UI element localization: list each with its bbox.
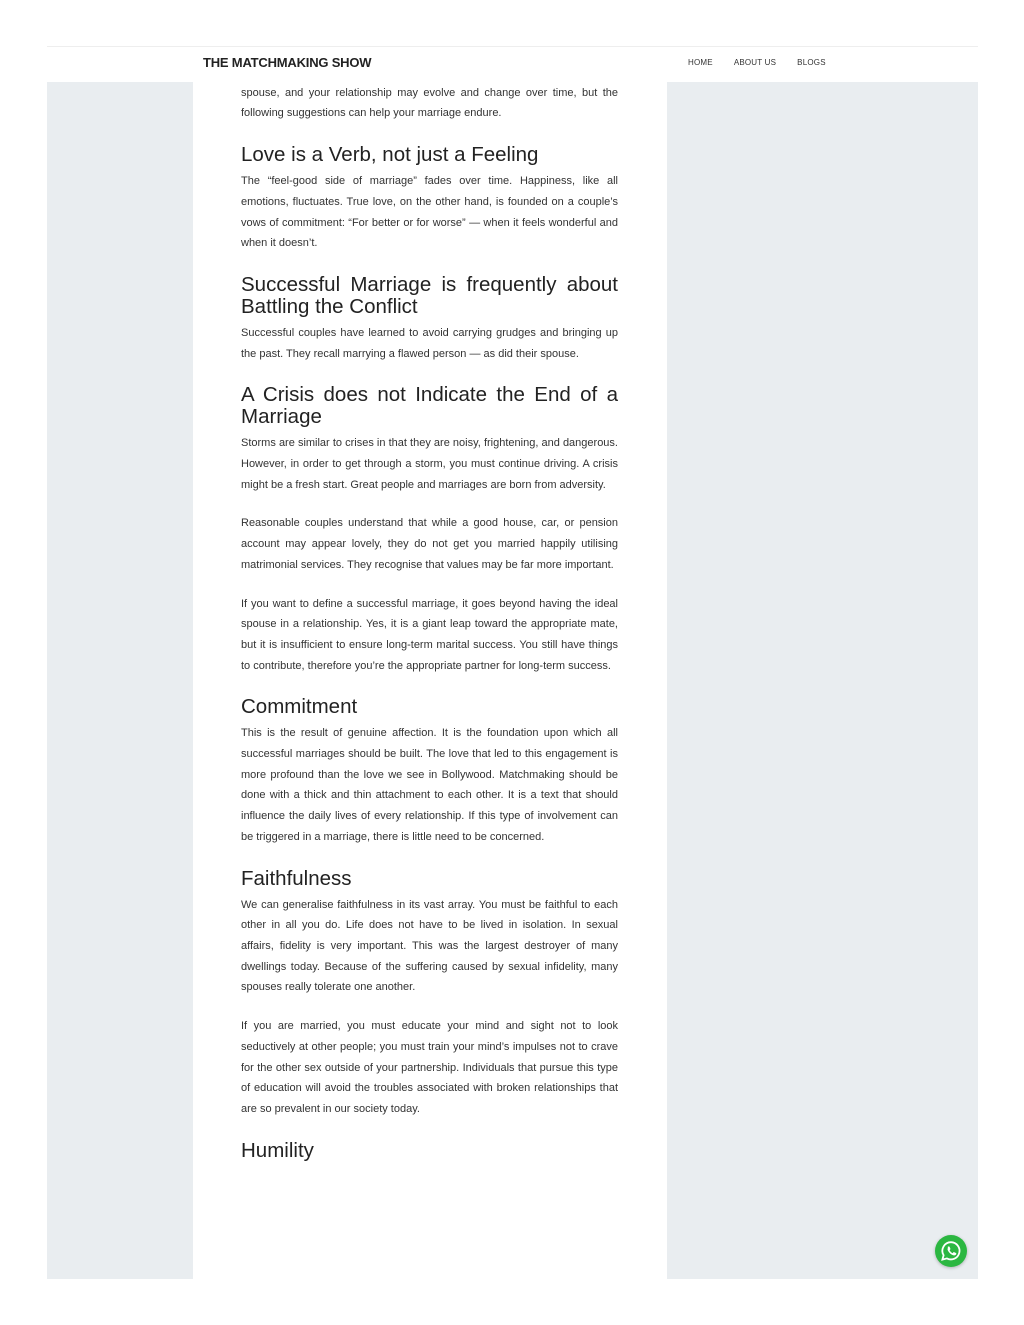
nav-blogs-link[interactable]: BLOGS: [797, 58, 826, 67]
section-heading-humility: Humility: [241, 1138, 314, 1162]
section-paragraph: Successful couples have learned to avoid carrying grudges and bringing up the past. They recall marrying a flawed person — as did their spouse.: [241, 326, 618, 360]
nav-about-us-link[interactable]: ABOUT US: [733, 58, 777, 67]
main-nav: [688, 58, 826, 67]
section-heading-commitment: Commitment: [241, 695, 358, 719]
nav-home-link[interactable]: HOME: [688, 58, 713, 67]
section-heading-love-is-a-verb: Love is a Verb, not just a Feeling: [241, 143, 539, 167]
section-heading-faithfulness: Faithfulness: [241, 866, 352, 890]
whatsapp-icon: [935, 1235, 967, 1267]
section-paragraph: We can generalise faithfulness in its vast array. You must be faithful to each other in all you do. Life does not have to be lived in isolation. In sexual affairs, fidelity is very important. This was the largest destroyer of many dwellings today. Because of the suffering caused by sexual infidelity, many spouses really tolerate one another.: [241, 898, 618, 994]
section-paragraph: If you want to define a successful marriage, it goes beyond having the ideal spouse in a relationship. Yes, it is a giant leap toward the appropriate mate, but it is insufficient to ensure long-term marital success. You still have things to contribute, therefore you’re the appropriate partner for long-term success.: [241, 597, 618, 672]
section-paragraph: Storms are similar to crises in that they are noisy, frightening, and dangerous. However, in order to get through a storm, you must continue driving. A crisis might be a fresh start. Great people and marriages are born from adversity.: [241, 437, 618, 491]
section-paragraph: The “feel-good side of marriage” fades over time. Happiness, like all emotions, fluctuates. True love, on the other hand, is founded on a couple’s vows of commitment: “For better or for worse” — when it feels wonderful and when it doesn’t.: [241, 175, 618, 250]
intro-paragraph: spouse, and your relationship may evolve and change over time, but the following suggestions can help your marriage endure.: [241, 86, 618, 120]
section-paragraph: Reasonable couples understand that while a good house, car, or pension account may appear lovely, they do not get you married happily utilising matrimonial services. They recognise that values may be far more important.: [241, 517, 618, 571]
whatsapp-button[interactable]: [935, 1235, 967, 1267]
section-paragraph: This is the result of genuine affection. It is the foundation upon which all successful marriages should be built. The love that led to this engagement is more profound than the love we see in Bollywood. Matchmaking should be done with a thick and thin attachment to each other. It is a text that should influence the daily lives of every relationship. If this type of involvement can be triggered in a marriage, there is little need to be concerned.: [241, 727, 618, 843]
site-title-link[interactable]: THE MATCHMAKING SHOW: [203, 55, 372, 70]
section-heading-battling-conflict: Successful Marriage is frequently about Battling the Conflict: [241, 272, 618, 318]
article-content: [241, 62, 618, 1167]
section-paragraph: If you are married, you must educate your mind and sight not to look seductively at other people; you must train your mind’s impulses not to crave for the other sex outside of your partnership. Individuals that pursue this type of education will avoid the troubles associated with broken relationships that are so prevalent in our society today.: [241, 1020, 618, 1115]
article-column: [193, 46, 667, 1279]
section-heading-crisis: A Crisis does not Indicate the End of a Marriage: [241, 383, 618, 429]
site-header: [47, 46, 978, 82]
